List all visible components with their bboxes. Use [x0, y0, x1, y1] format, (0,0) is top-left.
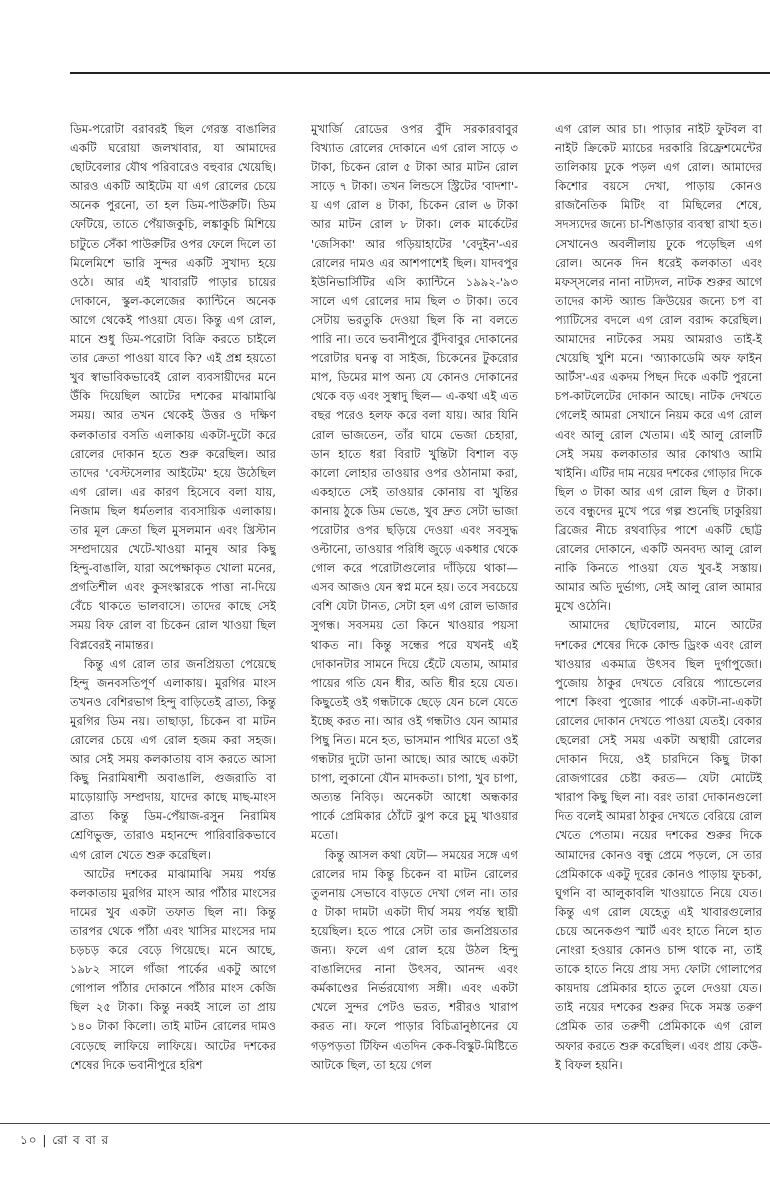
page-number: ১০ — [20, 1133, 38, 1147]
magazine-name: রো ব বা র — [52, 1133, 110, 1147]
article-column-3 — [555, 120, 762, 1110]
paragraph: আমাদের ছোটবেলায়, মানে আটের দশকের শেষের দিকে কোল্ড ড্রিংক এবং রোল খাওয়ার একমাত্র উৎসব ছিল দুর্গাপুজো। পুজোয় ঠাকুর দেখতে বেরিয়ে প্যান্ডেলের পাশে কিংবা পুজোর পার্কে একটা-না-একটা রোলের দোকান দেখতে পাওয়া যেতই। বেকার ছেলেরা সেই সময় একটা অস্থায়ী রোলের দোকান দিয়ে, ওই চারদিনে কিছু টাকা রোজগারের চেষ্টা করত— যেটা মোটেই খারাপ কিছু ছিল না। বরং তারা দোকানগুলো দিত বলেই আমরা ঠাকুর দেখতে বেরিয়ে রোল খেতে পেতাম। নয়ের দশকের শুরুর দিকে আমাদের কোনও বন্ধু প্রেমে পড়লে, সে তার প্রেমিকাকে একটু দূরের কোনও পাড়ায় ফুচকা, ঘুগনি বা আলুকাবলি খাওয়াতে নিয়ে যেত। কিন্তু এগ রোল যেহেতু এই খাবারগুলোর চেয়ে অনেকগুণ স্মার্ট এবং হাতে নিলে হাত নোংরা হওয়ার কোনও চান্স থাকে না, তাই তাকে হাতে নিয়ে প্রায় সদ্য ফোটা গোলাপের কায়দায় প্রেমিকার হাতে তুলে দেওয়া যেত। তাই নয়ের দশকের শুরুর দিকে সমস্ত তরুণ প্রেমিক তার তরুণী প্রেমিকাকে এগ রোল অফার করতে শুরু করেছিল। এবং প্রায় কেউ-ই বিফল হয়নি। — [555, 618, 762, 1072]
page-footer — [20, 1132, 109, 1152]
paragraph: মুখার্জি রোডের ওপর বুঁদি সরকারবাবুর বিখ্যাত রোলের দোকানে এগ রোল সাড়ে ৩ টাকা, চিকেন রোল ৫ টাকা আর মাটন রোল সাড়ে ৭ টাকা। তখন লিন্ডসে স্ট্রিটের 'বাদশা'-য় এগ রোল ৪ টাকা, চিকেন রোল ৬ টাকা আর মাটন রোল ৮ টাকা। লেক মার্কেটের 'জেসিকা' আর গড়িয়াহাটের 'বেদুইন'-এর রোলের দামও এর আশপাশেই ছিল। যাদবপুর ইউনিভার্সিটির এসি ক্যান্টিনে ১৯৯২-'৯৩ সালে এগ রোলের দাম ছিল ৩ টাকা। তবে সেটায় ভরতুকি দেওয়া ছিল কি না বলতে পারি না। তবে ভবানীপুরে বুঁদিবাবুর দোকানের পরোটার ঘনত্ব বা সাইজ, চিকেনের টুকরোর মাপ, ডিমের মাপ অন্য যে কোনও দোকানের থেকে বড় এবং সুস্বাদু ছিল— এ-কথা এই এত বছর পরেও হলফ করে বলা যায়। আর যিনি রোল ভাজতেন, তাঁর ঘামে ভেজা চেহারা, ডান হাতে ধরা বিরাট খুন্তিটা বিশাল বড় কালো লোহার তাওয়ার ওপর ওঠানামা করা, একহাতে সেই তাওয়ার কোনায় বা খুন্তির কানায় ঠুকে ডিম ভেঙে, খুব দ্রুত সেটা ভাজা পরোটার ওপর ছড়িয়ে দেওয়া এবং সবসুদ্ধ ওল্টানো, তাওয়ার পরিধি জুড়ে একধার থেকে গোল করে পরোটাগুলোর দাঁড়িয়ে থাকা— এসব আজও যেন স্বপ্ন মনে হয়। তবে সবচেয়ে বেশি যেটা টানত, সেটা হল এগ রোল ভাজার সুগন্ধ। সবসময় তো কিনে খাওয়ার পয়সা থাকত না। কিন্তু সন্ধের পরে যখনই এই দোকানটার সামনে দিয়ে হেঁটে যেতাম, আমার পায়ের গতি যেন ধীর, অতি ধীর হয়ে যেত। কিছুতেই ওই গন্ধটাকে ছেড়ে যেন চলে যেতে ইচ্ছে করত না। আর ওই গন্ধটাও যেন আমার পিছু নিত। মনে হত, ভাসমান পাখির মতো ওই গন্ধটার দুটো ডানা আছে। আর আছে একটা চাপা, লুকানো যৌন মাদকতা। চাপা, খুব চাপা, অত্যন্ত নিবিড়। অনেকটা আধো অন্ধকার পার্কে প্রেমিকার ঠোঁটে ঝুপ করে চুমু খাওয়ার মতো। — [311, 122, 518, 843]
bottom-rule — [0, 1123, 770, 1124]
article-column-1 — [70, 120, 276, 1110]
paragraph: এগ রোল আর চা। পাড়ার নাইট ফুটবল বা নাইট ক্রিকেট ম্যাচের দরকারি রিফ্রেশমেন্টের তালিকায় ঢুকে পড়ল এগ রোল। আমাদের কিশোর বয়সে দেখা, পাড়ায় কোনও রাজনৈতিক মিটিং বা মিছিলের শেষে, সদস্যদের জন্যে চা-শিঙাড়ার ব্যবস্থা রাখা হত। সেখানেও অবলীলায় ঢুকে পড়েছিল এগ রোল। অনেক দিন ধরেই কলকাতা এবং মফস্সলের নানা নাট্যদল, নাটক শুরুর আগে তাদের কাস্ট অ্যান্ড ক্রিউয়ের জন্যে চপ বা প্যাটিসের বদলে এগ রোল বরাদ্দ করেছিল। আমাদের নাটকের সময় আমরাও তাই-ই খেয়েছি খুশি মনে। 'অ্যাকাডেমি অফ ফাইন আর্টস'-এর একদম পিছন দিকে একটি পুরনো চপ-কাটলেটের দোকান আছে। নাটক দেখতে গেলেই আমরা সেখানে নিয়ম করে এগ রোল এবং আলু রোল খেতাম। এই আলু রোলটি সেই সময় কলকাতার আর কোথাও আমি খাইনি। এটির দাম নয়ের দশকের গোড়ার দিকে ছিল ৩ টাকা আর এগ রোল ছিল ৫ টাকা। তবে বন্ধুদের মুখে পরে গল্প শুনেছি ঢাকুরিয়া ব্রিজের নীচে রথবাড়ির পাশে একটি ছোট্ট রোলের দোকানে, একটি অনবদ্য আলু রোল নাকি কিনতে পাওয়া যেত খুব-ই সস্তায়। আমার অতি দুর্ভাগ্য, সেই আলু রোল আমার মুখে ওঠেনি। — [555, 122, 762, 614]
paragraph: আটের দশকের মাঝামাঝি সময় পর্যন্ত কলকাতায় মুরগির মাংস আর পাঁঠার মাংসের দামের খুব একটা তফাত ছিল না। কিন্তু তারপর থেকে পাঁঠা এবং খাসির মাংসের দাম চড়চড় করে বেড়ে গিয়েছে। মনে আছে, ১৯৮২ সালে গাঁজা পার্কের একটু আগে গোপাল পাঁঠার দোকানে পাঁঠার মাংস কেজি ছিল ২৫ টাকা। কিন্তু নব্বই সালে তা প্রায় ১৪০ টাকা কিলো। তাই মাটন রোলের দামও বেড়েছে লাফিয়ে লাফিয়ে। আটের দশকের শেষের দিকে ভবানীপুরে হরিশ — [70, 866, 276, 1072]
footer-separator: | — [42, 1133, 48, 1147]
paragraph: কিন্তু এগ রোল তার জনপ্রিয়তা পেয়েছে হিন্দু জনবসতিপূর্ণ এলাকায়। মুরগির মাংস তখনও বেশিরভাগ হিন্দু বাড়িতেই ব্রাত্য, কিন্তু মুরগির ডিম নয়। তাছাড়া, চিকেন বা মাটন রোলের চেয়ে এগ রোল হজম করা সহজ। আর সেই সময় কলকাতায় বাস করতে আসা কিছু নিরামিষাশী অবাঙালি, গুজরাতি বা মাড়োয়াড়ি সম্প্রদায়, যাদের কাছে মাছ-মাংস ব্রাত্য কিন্তু ডিম-পেঁয়াজ-রসুন নিরামিষ শ্রেণিভুক্ত, তারাও মহানন্দে পারিবারিকভাবে এগ রোল খেতে শুরু করেছিল। — [70, 656, 276, 862]
article-column-2 — [311, 120, 518, 1110]
paragraph: ডিম-পরোটা বরাবরই ছিল গেরস্ত বাঙালির একটি ঘরোয়া জলখাবার, যা আমাদের ছোটবেলার যৌথ পরিবারেও বহুবার খেয়েছি। আরও একটি আইটেম যা এগ রোলের চেয়ে অনেক পুরনো, তা হল ডিম-পাউরুটি। ডিম ফেটিয়ে, তাতে পেঁয়াজকুচি, লঙ্কাকুচি মিশিয়ে চাটুতে সেঁকা পাউরুটির ওপর ফেলে দিলে তা মিলেমিশে ভারি সুন্দর একটি সুখাদ্য হয়ে ওঠে। আর এই খাবারটি পাড়ার চায়ের দোকানে, স্কুল-কলেজের ক্যান্টিনে অনেক আগে থেকেই পাওয়া যেত। কিন্তু এগ রোল, মানে শুধু ডিম-পরোটা বিক্রি করতে চাইলে তার ক্রেতা পাওয়া যাবে কি? এই প্রশ্ন হয়তো খুব স্বাভাবিকভাবেই রোল ব্যবসায়ীদের মনে উঁকি দিয়েছিল আটের দশকের মাঝামাঝি সময়। আর তখন থেকেই উত্তর ও দক্ষিণ কলকাতার বসতি এলাকায় একটা-দুটো করে রোলের দোকান হতে শুরু করেছিল। আর তাদের 'বেস্টসেলার আইটেম' হয়ে উঠেছিল এগ রোল। এর কারণ হিসেবে বলা যায়, নিজাম ছিল ধর্মতলার ব্যবসায়িক এলাকায়। তার মূল ক্রেতা ছিল মুসলমান এবং খ্রিস্টান সম্প্রদায়ের খেটে-খাওয়া মানুষ আর কিছু হিন্দু-বাঙালি, যারা অপেক্ষাকৃত খোলা মনের, প্রগতিশীল এবং কুসংস্কারকে পাত্তা না-দিয়ে বেঁচে থাকতে ভালবাসে। তাদের কাছে সেই সময় বিফ রোল বা চিকেন রোল খাওয়া ছিল বিপ্লবেরই নামান্তর। — [70, 122, 276, 652]
top-rule — [70, 72, 770, 74]
article-body — [70, 120, 760, 1110]
paragraph: কিন্তু আসল কথা যেটা— সময়ের সঙ্গে এগ রোলের দাম কিন্তু চিকেন বা মাটন রোলের তুলনায় সেভাবে বাড়তে দেখা গেল না। তার ৫ টাকা দামটা একটা দীর্ঘ সময় পর্যন্ত স্থায়ী হয়েছিল। হতে পারে সেটা তার জনপ্রিয়তার জন্য। ফলে এগ রোল হয়ে উঠল হিন্দু বাঙালিদের নানা উৎসব, আনন্দ এবং কর্মকাণ্ডের নির্ভরযোগ্য সঙ্গী। এবং একটা খেলে সুন্দর পেটও ভরত, শরীরও খারাপ করত না। ফলে পাড়ার বিচিত্রানুষ্ঠানের যে গড়পড়তা টিফিন এতদিন কেক-বিস্কুট-মিষ্টিতে আটকে ছিল, তা হয়ে গেল — [311, 847, 518, 1072]
